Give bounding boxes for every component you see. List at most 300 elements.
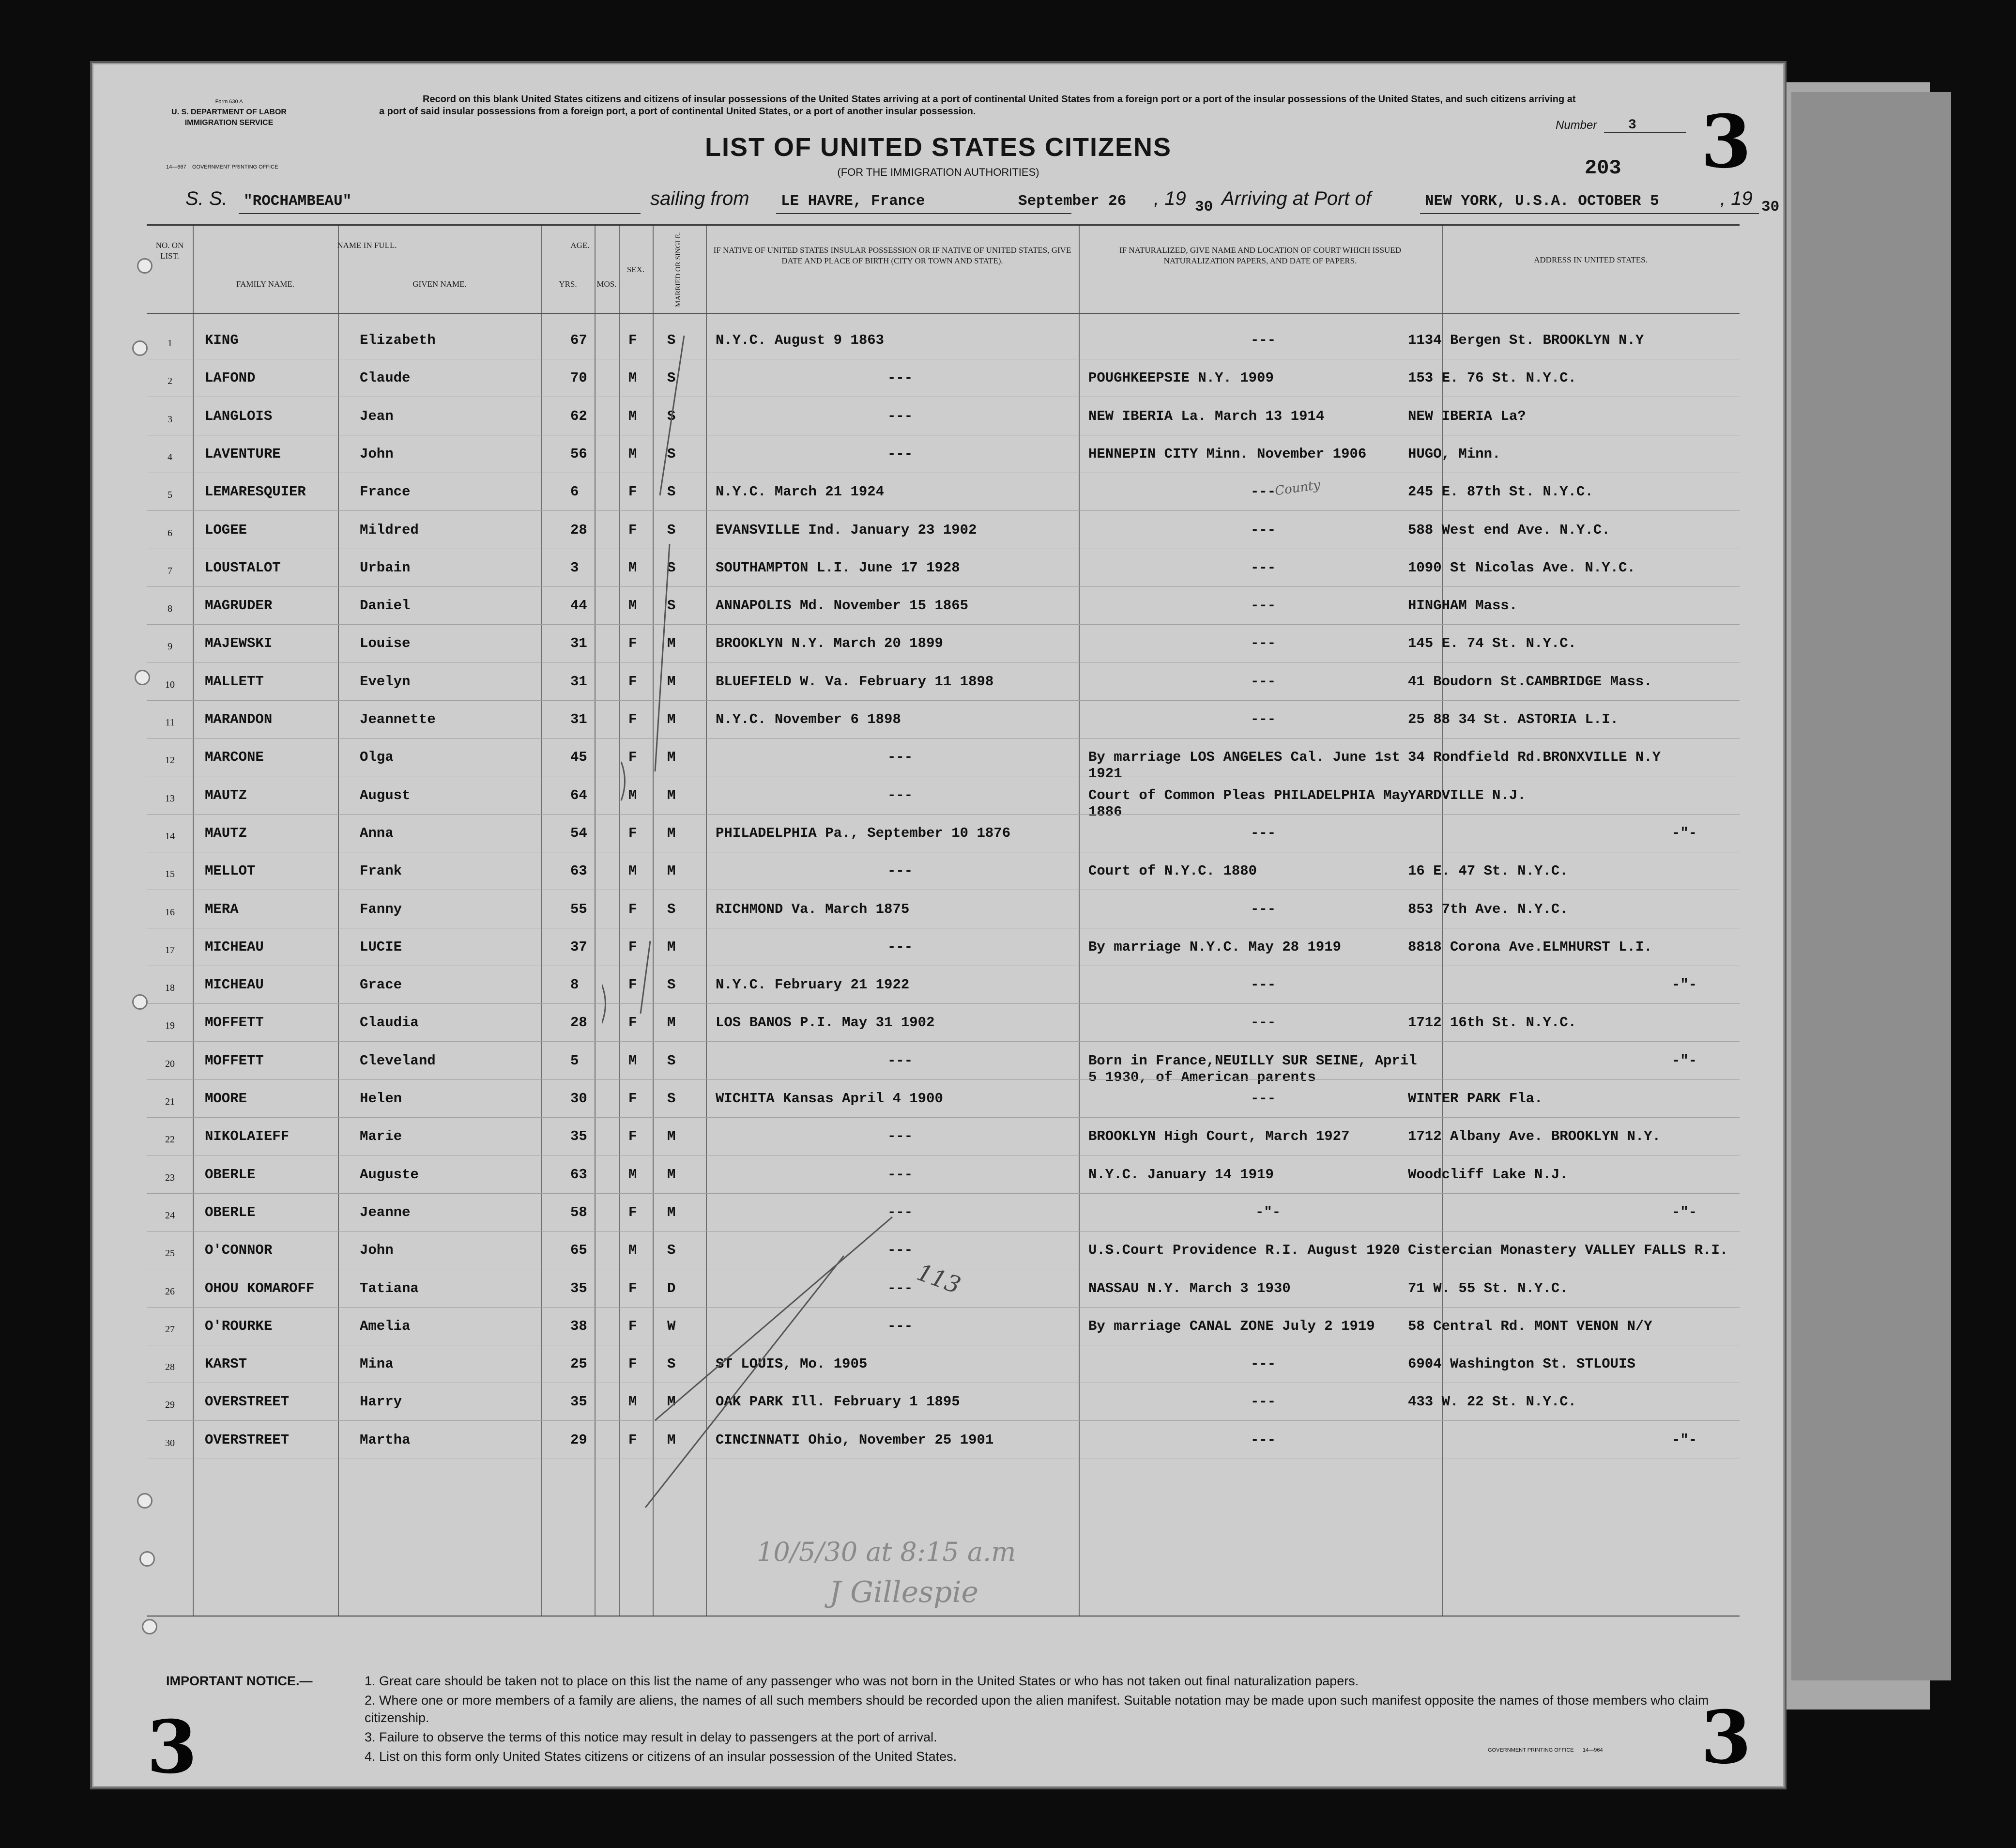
number-underline [1604,132,1686,133]
cell-age: 25 [570,1356,587,1372]
cell-age: 58 [570,1204,587,1220]
cell-birth: N.Y.C. February 21 1922 [716,977,910,993]
cell-sex: M [628,787,637,803]
cell-addr: -"- [1672,825,1697,841]
cell-no: 19 [165,1020,175,1032]
cell-natz: --- [1251,825,1276,841]
cell-addr: 58 Central Rd. MONT VENON N/Y [1408,1318,1652,1334]
cell-birth: --- [887,1318,913,1334]
cell-given: Jeanne [360,1204,411,1220]
cell-birth: SOUTHAMPTON L.I. June 17 1928 [716,559,960,576]
cell-natz: --- [1251,901,1276,917]
cell-natz: By marriage LOS ANGELES Cal. June 1st 1921 [1088,749,1400,782]
cell-sex: M [628,598,637,614]
ship-name: "ROCHAMBEAU" [244,193,352,210]
departure-underline [776,213,1071,214]
cell-family: MARANDON [205,711,273,727]
cell-given: August [360,787,411,803]
cell-given: Auguste [360,1166,419,1183]
cell-natz: -"- [1255,1204,1281,1220]
cell-sex: F [628,635,637,652]
cell-given: Jeannette [360,711,436,727]
cell-status: M [667,749,676,766]
cell-no: 1 [168,338,172,349]
cell-birth: --- [887,370,913,386]
cell-given: Grace [360,977,402,993]
header-native-birth: IF NATIVE OF UNITED STATES INSULAR POSSESSION OR IF NATIVE OF UNITED STATES, GIVE DATE AND PLACE OF BIRTH (CITY OR TOWN AND STATE). [713,246,1071,265]
cell-birth: BLUEFIELD W. Va. February 11 1898 [716,673,994,690]
cell-status: S [667,901,676,917]
cell-status: S [667,484,676,500]
cell-age: 55 [570,901,587,917]
cell-no: 6 [168,527,172,539]
header-age: AGE. [570,241,590,250]
cell-age: 35 [570,1394,587,1410]
cell-natz: --- [1251,332,1276,348]
cell-no: 28 [165,1362,175,1373]
cell-sex: F [628,825,637,841]
arrival-underline [1420,213,1759,214]
cell-addr: WINTER PARK Fla. [1408,1091,1543,1107]
cell-sex: F [628,1015,637,1031]
cell-family: LEMARESQUIER [205,484,306,500]
cell-sex: F [628,522,637,538]
cell-birth: --- [887,787,913,803]
cell-natz: N.Y.C. January 14 1919 [1088,1166,1274,1183]
cell-age: 35 [570,1128,587,1145]
cell-status: S [667,1052,676,1069]
cell-status: M [667,1394,676,1410]
cell-status: M [667,1166,676,1183]
cell-family: LOGEE [205,522,247,538]
cell-addr: 153 E. 76 St. N.Y.C. [1408,370,1577,386]
underlying-sheet-edge [1791,92,1951,1680]
cell-status: M [667,673,676,690]
cell-addr: 25 88 34 St. ASTORIA L.I. [1408,711,1619,727]
check-mark-stroke [645,1256,844,1508]
cell-sex: F [628,1204,637,1220]
cell-addr: 16 E. 47 St. N.Y.C. [1408,863,1568,879]
cell-family: OVERSTREET [205,1394,290,1410]
cell-natz: --- [1251,635,1276,652]
punch-hole [132,994,148,1010]
stamped-page-number: 203 [1585,156,1621,180]
punch-hole [137,258,153,274]
cell-natz: U.S.Court Providence R.I. August 1920 [1088,1242,1400,1259]
cell-birth: RICHMOND Va. March 1875 [716,901,910,917]
cell-family: LAVENTURE [205,446,281,462]
cell-sex: M [628,1394,637,1410]
cell-given: Helen [360,1091,402,1107]
cell-family: OVERSTREET [205,1432,290,1448]
ship-underline [239,213,641,214]
cell-family: LAFOND [205,370,256,386]
cell-family: NIKOLAIEFF [205,1128,290,1145]
departure-port: LE HAVRE, France [781,193,925,210]
cell-birth: --- [887,1242,913,1259]
cell-sex: F [628,673,637,690]
cell-sex: M [628,1242,637,1259]
cell-family: MAUTZ [205,825,247,841]
cell-given: John [360,446,394,462]
cell-given: Mildred [360,522,419,538]
header-name-in-full: NAME IN FULL. [337,241,397,250]
punch-hole [135,670,150,685]
check-mark-stroke [660,336,684,495]
cell-status: S [667,522,676,538]
header-divider [147,313,1740,314]
cell-birth: WICHITA Kansas April 4 1900 [716,1091,943,1107]
form-number: Form 630 A [215,99,243,105]
cell-addr: 853 7th Ave. N.Y.C. [1408,901,1568,917]
cell-birth: --- [887,1052,913,1069]
cell-natz: --- [1251,711,1276,727]
cell-given: Harry [360,1394,402,1410]
cell-natz: --- [1251,559,1276,576]
cell-addr: 8818 Corona Ave.ELMHURST L.I. [1408,939,1652,955]
cell-no: 3 [168,414,172,425]
cell-given: Martha [360,1432,411,1448]
cell-sex: F [628,1091,637,1107]
cell-addr: 6904 Washington St. STLOUIS [1408,1356,1635,1372]
cell-birth: N.Y.C. November 6 1898 [716,711,901,727]
voyage-line [185,188,1780,222]
cell-addr: NEW IBERIA La? [1408,408,1526,424]
check-mark-stroke [602,985,606,1023]
page-title: LIST OF UNITED STATES CITIZENS [705,133,1172,162]
cell-given: LUCIE [360,939,402,955]
cell-status: S [667,559,676,576]
cell-addr: -"- [1672,1052,1697,1069]
cell-age: 70 [570,370,587,386]
cell-given: Cleveland [360,1052,436,1069]
cell-birth: --- [887,1280,913,1296]
arrival-port: NEW YORK, U.S.A. OCTOBER 5 [1425,193,1659,210]
cell-no: 4 [168,451,172,462]
cell-birth: --- [887,1204,913,1220]
cell-family: MOFFETT [205,1052,264,1069]
cell-status: M [667,635,676,652]
cell-age: 63 [570,863,587,879]
cell-family: MOFFETT [205,1015,264,1031]
cell-age: 5 [570,1052,579,1069]
cell-natz: Court of Common Pleas PHILADELPHIA May 1886 [1088,787,1409,820]
cell-family: MELLOT [205,863,256,879]
cell-no: 5 [168,490,172,501]
inspector-signature: J Gillespie [829,1575,979,1609]
cell-given: Jean [360,408,394,424]
cell-age: 28 [570,1015,587,1031]
cell-status: M [667,1204,676,1220]
cell-birth: ANNAPOLIS Md. November 15 1865 [716,598,969,614]
cell-status: M [667,1128,676,1145]
arriving-label: Arriving at Port of [1222,188,1372,209]
cell-addr: 1090 St Nicolas Ave. N.Y.C. [1408,559,1635,576]
cell-no: 24 [165,1210,175,1221]
cell-no: 16 [165,907,175,918]
cell-given: Daniel [360,598,411,614]
service-name: IMMIGRATION SERVICE [184,119,274,127]
cell-birth: CINCINNATI Ohio, November 25 1901 [716,1432,994,1448]
cell-birth: N.Y.C. March 21 1924 [716,484,885,500]
cell-family: OHOU KOMAROFF [205,1280,315,1296]
cell-no: 9 [168,641,172,652]
cell-age: 56 [570,446,587,462]
cell-given: Anna [360,825,394,841]
cell-no: 10 [165,679,175,690]
cell-family: MAGRUDER [205,598,273,614]
cell-sex: F [628,1356,637,1372]
cell-birth: --- [887,749,913,766]
cell-addr: 1712 16th St. N.Y.C. [1408,1015,1577,1031]
cell-sex: F [628,939,637,955]
cell-sex: M [628,559,637,576]
cell-birth: ST LOUIS, Mo. 1905 [716,1356,868,1372]
header-naturalized: IF NATURALIZED, GIVE NAME AND LOCATION OF COURT WHICH ISSUED NATURALIZATION PAPERS, AND DATE OF PAPERS. [1119,246,1401,265]
header-address: ADDRESS IN UNITED STATES. [1534,255,1648,264]
cell-age: 31 [570,635,587,652]
cell-birth: --- [887,863,913,879]
cell-sex: F [628,711,637,727]
cell-birth: BROOKLYN N.Y. March 20 1899 [716,635,943,652]
cell-birth: --- [887,1166,913,1183]
cell-given: Urbain [360,559,411,576]
cell-given: Mina [360,1356,394,1372]
cell-birth: --- [887,939,913,955]
cell-given: Claudia [360,1015,419,1031]
print-office: GOVERNMENT PRINTING OFFICE [192,164,278,170]
cell-status: M [667,1015,676,1031]
cell-addr: HUGO, Minn. [1408,446,1501,462]
cell-natz: --- [1251,1015,1276,1031]
cell-family: LOUSTALOT [205,559,281,576]
cell-sex: M [628,1166,637,1183]
check-marks [602,336,989,1546]
header-married-single: MARRIED OR SINGLE. [674,232,682,307]
cell-sex: F [628,901,637,917]
punch-hole [137,1493,153,1509]
check-mark-stroke [655,544,670,771]
number-label: Number [1556,119,1597,132]
cell-age: 6 [570,484,579,500]
stamped-numeral-bottom-right: 3 [1701,1695,1752,1780]
cell-age: 8 [570,977,579,993]
cell-age: 31 [570,673,587,690]
cell-addr: 433 W. 22 St. N.Y.C. [1408,1394,1577,1410]
punch-hole [139,1551,155,1567]
cell-status: S [667,370,676,386]
cell-sex: F [628,1280,637,1296]
cell-given: John [360,1242,394,1259]
cell-age: 62 [570,408,587,424]
cell-family: MARCONE [205,749,264,766]
cell-sex: M [628,1052,637,1069]
stamped-numeral-bottom-left: 3 [147,1705,198,1790]
cell-no: 29 [165,1400,175,1411]
cell-age: 45 [570,749,587,766]
cell-family: LANGLOIS [205,408,273,424]
department-name: U. S. DEPARTMENT OF LABOR [171,108,287,116]
notice-heading: IMPORTANT NOTICE.— [166,1674,313,1688]
sailing-year: 30 [1195,199,1213,216]
cell-age: 44 [570,598,587,614]
cell-addr: HINGHAM Mass. [1408,598,1518,614]
cell-sex: F [628,484,637,500]
cell-natz: Court of N.Y.C. 1880 [1088,863,1257,879]
check-mark-stroke [621,762,625,801]
cell-status: S [667,408,676,424]
cell-age: 54 [570,825,587,841]
punch-hole [132,340,148,356]
cell-natz: --- [1251,484,1276,500]
cell-family: OBERLE [205,1166,256,1183]
cell-given: Evelyn [360,673,411,690]
cell-status: M [667,787,676,803]
cell-family: MAUTZ [205,787,247,803]
cell-no: 18 [165,983,175,994]
header-sex: SEX. [626,265,645,274]
cell-sex: F [628,1318,637,1334]
cell-family: MERA [205,901,239,917]
cell-status: M [667,825,676,841]
cell-addr: Cistercian Monastery VALLEY FALLS R.I. [1408,1242,1728,1259]
cell-given: Louise [360,635,411,652]
cell-natz: POUGHKEEPSIE N.Y. 1909 [1088,370,1274,386]
cell-given: Claude [360,370,411,386]
cell-natz: NEW IBERIA La. March 13 1914 [1088,408,1325,424]
cell-no: 7 [168,565,172,576]
cell-family: MALLETT [205,673,264,690]
cell-status: M [667,711,676,727]
handwritten-tally: 113 [913,1259,964,1299]
page-subtitle: (FOR THE IMMIGRATION AUTHORITIES) [837,166,1039,178]
cell-no: 17 [165,944,175,955]
cell-family: KARST [205,1356,247,1372]
cell-addr: 1712 Albany Ave. BROOKLYN N.Y. [1408,1128,1661,1145]
cell-no: 2 [168,376,172,387]
cell-birth: --- [887,446,913,462]
cell-status: S [667,1356,676,1372]
footer-print-info [1488,1747,1603,1753]
cell-status: M [667,939,676,955]
sailing-label: sailing from [650,188,749,209]
cell-sex: F [628,1128,637,1145]
cell-status: M [667,1432,676,1448]
cell-no: 22 [165,1134,175,1145]
cell-natz: By marriage CANAL ZONE July 2 1919 [1088,1318,1375,1334]
handwritten-county-note: County [1274,477,1321,499]
print-code-number: 14—667 [166,164,186,170]
cell-birth: EVANSVILLE Ind. January 23 1902 [716,522,977,538]
cell-natz: BROOKLYN High Court, March 1927 [1088,1128,1350,1145]
cell-sex: F [628,332,637,348]
cell-family: MICHEAU [205,977,264,993]
cell-addr: -"- [1672,1432,1697,1448]
cell-status: S [667,1091,676,1107]
footer-print-code: 14—964 [1582,1747,1603,1753]
cell-age: 31 [570,711,587,727]
ss-label: S. S. [185,188,228,209]
cell-addr: 1134 Bergen St. BROOKLYN N.Y [1408,332,1644,348]
cell-addr: 41 Boudorn St.CAMBRIDGE Mass. [1408,673,1652,690]
cell-natz: --- [1251,522,1276,538]
cell-no: 13 [165,793,175,804]
cell-status: M [667,863,676,879]
cell-age: 35 [570,1280,587,1296]
cell-given: Tatiana [360,1280,419,1296]
cell-family: O'ROURKE [205,1318,273,1334]
cell-addr: 145 E. 74 St. N.Y.C. [1408,635,1577,652]
cell-no: 15 [165,869,175,880]
cell-natz: --- [1251,1394,1276,1410]
cell-natz: Born in France,NEUILLY SUR SEINE, April 5 1930, of American parents [1088,1052,1417,1085]
cell-birth: --- [887,408,913,424]
cell-age: 28 [570,522,587,538]
cell-sex: F [628,749,637,766]
cell-family: MOORE [205,1091,247,1107]
header-given-name: GIVEN NAME. [412,279,467,289]
cell-addr: 71 W. 55 St. N.Y.C. [1408,1280,1568,1296]
check-mark-stroke [655,1217,892,1420]
cell-sex: M [628,408,637,424]
cell-natz: --- [1251,598,1276,614]
year-prefix: , 19 [1154,188,1186,209]
cell-addr: 34 Rondfield Rd.BRONXVILLE N.Y [1408,749,1661,766]
header-no: NO. ON LIST. [155,241,184,261]
cell-age: 67 [570,332,587,348]
cell-natz: NASSAU N.Y. March 3 1930 [1088,1280,1291,1296]
stamped-numeral-top: 3 [1701,99,1752,185]
cell-natz: --- [1251,1356,1276,1372]
instructions-text: Record on this blank United States citizens and citizens of insular possessions of the United States arriving at a port of continental United States from a foreign port or a port of the insular possessions of the United States, and such citizens arriving at a port of said insular possessions from a foreign port, a port of continental United States, or a port of another insular possession. [379,94,1576,117]
cell-given: Marie [360,1128,402,1145]
cell-status: D [667,1280,676,1296]
cell-given: Olga [360,749,394,766]
cell-natz: --- [1251,1091,1276,1107]
cell-no: 21 [165,1096,175,1107]
cell-birth: LOS BANOS P.I. May 31 1902 [716,1015,935,1031]
cell-natz: --- [1251,977,1276,993]
cell-addr: 245 E. 87th St. N.Y.C. [1408,484,1593,500]
cell-addr: -"- [1672,977,1697,993]
cell-given: Elizabeth [360,332,436,348]
cell-no: 12 [165,755,175,766]
form-identification [103,96,355,128]
cell-addr: YARDVILLE N.J. [1408,787,1526,803]
cell-no: 30 [165,1437,175,1448]
cell-status: S [667,977,676,993]
cell-no: 8 [168,603,172,615]
cell-sex: M [628,446,637,462]
cell-given: Frank [360,863,402,879]
sailing-date: September 26 [1018,193,1127,210]
cell-natz: HENNEPIN CITY Minn. November 1906 [1088,446,1367,462]
arrival-year: 30 [1761,199,1780,216]
cell-addr: Woodcliff Lake N.J. [1408,1166,1568,1183]
punch-hole [142,1619,157,1634]
cell-age: 38 [570,1318,587,1334]
cell-status: S [667,1242,676,1259]
notice-item-2: 2. Where one or more members of a family are aliens, the names of all such members should be recorded upon the alien manifest. Suitable notation may be made upon such manifest opposite the names of those members who claim citizenship. [365,1693,1709,1725]
cell-age: 3 [570,559,579,576]
notice-item-4: 4. List on this form only United States citizens or citizens of an insular possession of the United States. [365,1749,957,1764]
manifest-page [92,63,1785,1790]
cell-given: Fanny [360,901,402,917]
cell-addr: -"- [1672,1204,1697,1220]
cell-natz: --- [1251,673,1276,690]
cell-given: Amelia [360,1318,411,1334]
cell-age: 37 [570,939,587,955]
